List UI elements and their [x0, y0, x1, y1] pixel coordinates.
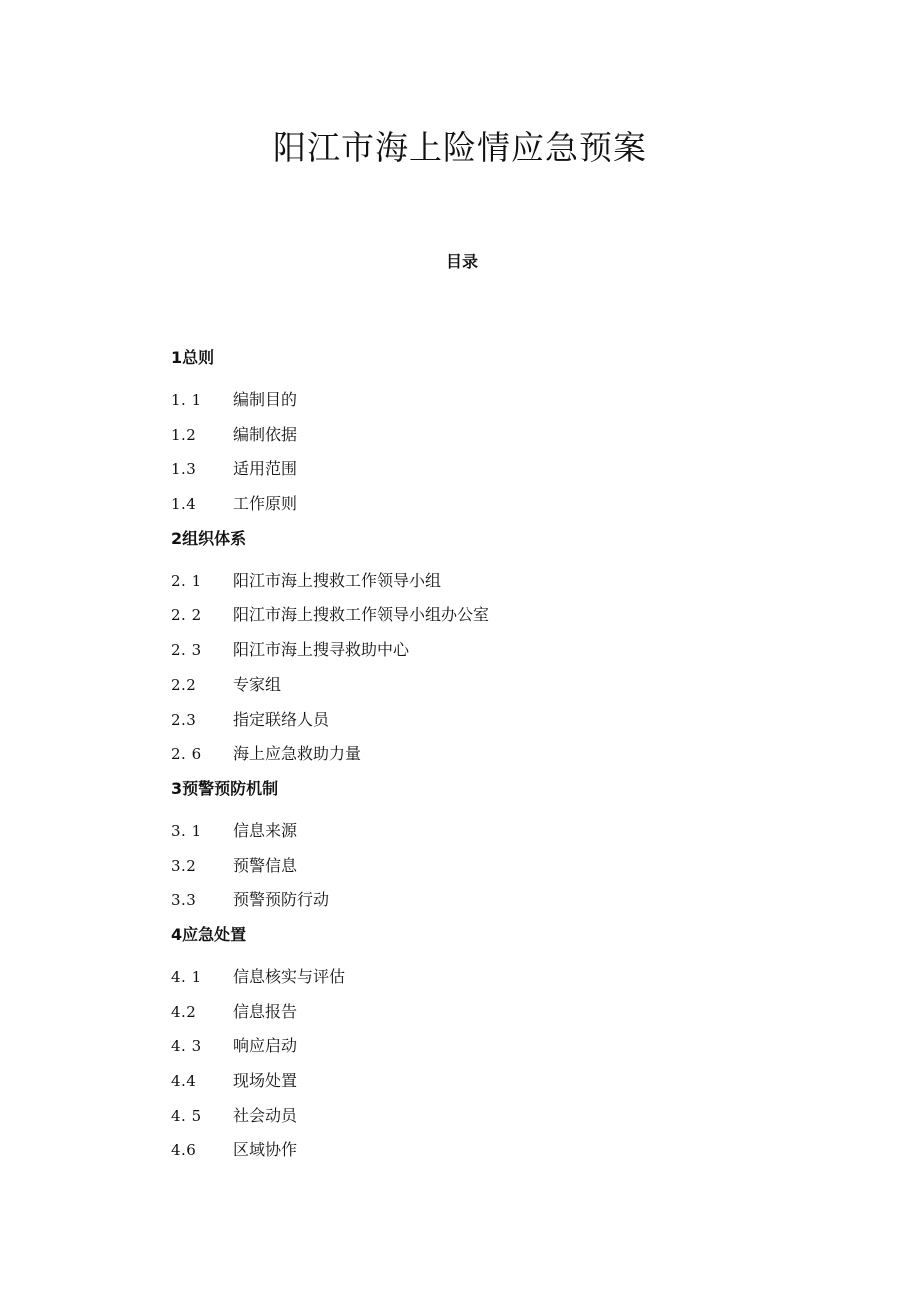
- toc-entry-label: 阳江市海上搜寻救助中心: [233, 640, 410, 660]
- toc-entry-number: 2. 6: [171, 745, 202, 764]
- toc-entry-label: 工作原则: [233, 494, 298, 514]
- toc-entry-number: 4.4: [171, 1072, 197, 1090]
- toc-entry-label: 编制目的: [233, 390, 298, 409]
- toc-entry-number: 1.3: [171, 460, 197, 479]
- toc-entry[interactable]: [171, 1032, 771, 1067]
- toc-section-heading[interactable]: 2组织体系: [171, 528, 247, 548]
- toc-entry-label: 社会动员: [233, 1105, 298, 1125]
- toc-section-heading[interactable]: 1总则: [171, 348, 215, 367]
- toc-entry-label: 海上应急救助力量: [233, 744, 362, 764]
- toc-entry[interactable]: [171, 1102, 771, 1137]
- toc-entry-label: 信息核实与评估: [233, 966, 346, 986]
- toc-entry-label: 区域协作: [233, 1140, 298, 1160]
- toc-entry-label: 适用范围: [233, 459, 298, 479]
- toc-entry-number: 3. 1: [171, 821, 202, 840]
- toc-entry-number: 4. 5: [171, 1106, 202, 1125]
- toc-entry-label: 阳江市海上搜救工作领导小组: [233, 570, 442, 590]
- toc-entry-number: 4.2: [171, 1002, 197, 1021]
- toc-entry[interactable]: [171, 490, 771, 525]
- toc-entry-number: 2. 1: [171, 571, 202, 590]
- toc-entry-label: 指定联络人员: [233, 709, 330, 729]
- toc-entry-number: 2.2: [171, 675, 197, 694]
- toc-entry-label: 现场处置: [233, 1071, 298, 1090]
- toc-entry[interactable]: [171, 567, 771, 602]
- toc-entry-number: 2. 2: [171, 606, 202, 625]
- toc-entry-number: 4. 3: [171, 1037, 202, 1056]
- toc-entry-number: 1.2: [171, 425, 197, 444]
- toc-section-heading[interactable]: 4应急处置: [171, 924, 247, 944]
- toc-entry[interactable]: [171, 817, 771, 852]
- toc-entry-number: 2. 3: [171, 641, 202, 660]
- toc-entry-number: 1. 1: [171, 391, 202, 409]
- toc-heading: 目录: [445, 252, 478, 271]
- toc-entry[interactable]: [171, 671, 771, 706]
- table-of-contents: [171, 344, 771, 1171]
- toc-entry-number: 4.6: [171, 1141, 197, 1160]
- toc-entry-label: 预警信息: [233, 855, 298, 875]
- toc-entry-label: 预警预防行动: [233, 890, 330, 910]
- toc-entry-number: 2.3: [171, 710, 197, 729]
- toc-entry[interactable]: [171, 455, 771, 490]
- toc-entry-label: 信息报告: [233, 1001, 298, 1021]
- toc-entry[interactable]: [171, 963, 771, 998]
- toc-entry-number: 3.2: [171, 856, 197, 875]
- toc-entry[interactable]: [171, 852, 771, 887]
- toc-entry[interactable]: [171, 998, 771, 1033]
- toc-entry[interactable]: [171, 1067, 771, 1102]
- toc-entry[interactable]: [171, 636, 771, 671]
- toc-entry[interactable]: [171, 740, 771, 775]
- toc-entry-number: 3.3: [171, 891, 197, 910]
- toc-entry-label: 信息来源: [233, 820, 298, 840]
- toc-entry-number: 1.4: [171, 495, 197, 514]
- toc-entry[interactable]: [171, 421, 771, 456]
- toc-section-heading[interactable]: 3预警预防机制: [171, 778, 279, 798]
- toc-entry-label: 阳江市海上搜救工作领导小组办公室: [233, 605, 490, 625]
- toc-entry[interactable]: [171, 1136, 771, 1171]
- toc-entry-label: 编制依据: [233, 424, 298, 444]
- toc-entry[interactable]: [171, 386, 771, 421]
- toc-entry[interactable]: [171, 706, 771, 741]
- toc-entry-label: 响应启动: [233, 1036, 298, 1056]
- toc-entry[interactable]: [171, 886, 771, 921]
- document-title: 阳江市海上险情应急预案: [273, 128, 647, 167]
- toc-entry[interactable]: [171, 601, 771, 636]
- toc-entry-label: 专家组: [233, 674, 282, 694]
- toc-entry-number: 4. 1: [171, 967, 202, 986]
